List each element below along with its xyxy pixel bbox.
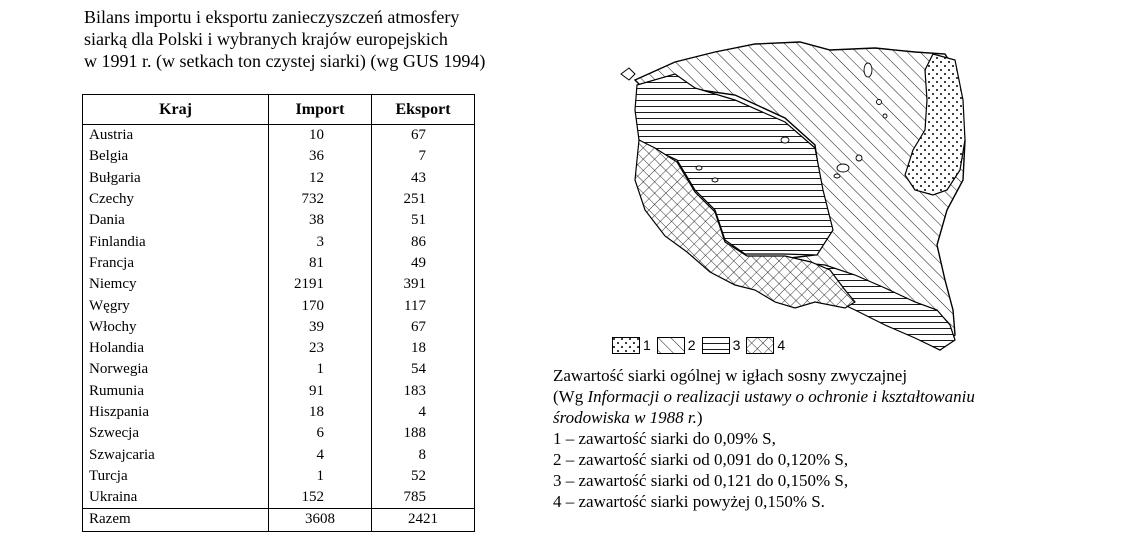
cell-export: 49 [372,253,475,274]
table-row [83,189,475,210]
cell-import: 81 [269,253,372,274]
table-row [83,210,475,231]
caption-line-1: Zawartość siarki ogólnej w igłach sosny zwyczajnej [553,366,908,385]
cell-import: 38 [269,210,372,231]
cell-import: 6 [269,423,372,444]
table-row [83,381,475,402]
caption-item-2: 2 – zawartość siarki od 0,091 do 0,120% S, [553,450,849,469]
map-caption [553,365,1113,512]
caption-item-1: 1 – zawartość siarki do 0,09% S, [553,429,776,448]
cell-country: Finlandia [83,231,269,252]
document-title [84,6,564,72]
sulfur-balance-table [82,94,475,532]
cell-country: Norwegia [83,359,269,380]
cell-export: 54 [372,359,475,380]
map-svg [615,40,975,355]
cell-import: 152 [269,487,372,509]
cell-import: 10 [269,125,372,147]
table-row [83,317,475,338]
caption-source-suffix: ) [696,408,703,427]
cell-export: 251 [372,189,475,210]
cell-country: Niemcy [83,274,269,295]
table-row [83,274,475,295]
cell-import: 1 [269,466,372,487]
caption-item-4: 4 – zawartość siarki powyżej 0,150% S. [553,492,825,511]
header-country: Kraj [83,95,269,125]
cell-export: 7 [372,146,475,167]
cell-country: Rumunia [83,381,269,402]
caption-line-2 [553,386,1113,407]
caption-source-prefix: (Wg [553,387,588,406]
legend-item-4 [746,337,785,354]
table-row [83,295,475,316]
legend-label: 3 [732,337,741,353]
cell-country: Węgry [83,295,269,316]
title-line-1: Bilans importu i eksportu zanieczyszczeń atmosfery [84,7,460,27]
poland-sulfur-map [615,40,975,355]
table-row [83,359,475,380]
cell-import: 2191 [269,274,372,295]
cell-import: 732 [269,189,372,210]
table-header-row [83,95,475,125]
legend-label: 1 [643,337,651,353]
cell-country: Belgia [83,146,269,167]
legend-item-2 [657,337,696,354]
cell-country: Ukraina [83,487,269,509]
table-row [83,146,475,167]
title-line-2: siarką dla Polski i wybranych krajów europejskich [84,29,448,49]
cell-country: Austria [83,125,269,147]
legend-swatch-horizontal [702,337,730,354]
cell-country: Turcja [83,466,269,487]
cell-total-export: 2421 [372,509,475,531]
cell-export: 4 [372,402,475,423]
table-row [83,444,475,465]
cell-country: Włochy [83,317,269,338]
legend-item-3 [702,337,741,354]
cell-export: 18 [372,338,475,359]
table-row [83,168,475,189]
cell-import: 39 [269,317,372,338]
legend-label: 2 [687,337,696,353]
cell-import: 4 [269,444,372,465]
table-total-row [83,509,475,531]
cell-country: Francja [83,253,269,274]
caption-line-3 [553,407,1113,428]
cell-export: 86 [372,231,475,252]
cell-country: Bułgaria [83,168,269,189]
cell-country: Holandia [83,338,269,359]
cell-total-label: Razem [83,509,269,531]
cell-import: 1 [269,359,372,380]
cell-import: 91 [269,381,372,402]
cell-export: 117 [372,295,475,316]
cell-import: 36 [269,146,372,167]
legend-item-1 [612,337,651,354]
table-body [83,125,475,532]
table-row [83,487,475,509]
cell-export: 188 [372,423,475,444]
legend-swatch-diagonal [657,337,685,354]
caption-source-title-1: Informacji o realizacji ustawy o ochronie i kształtowaniu [587,387,975,406]
cell-export: 67 [372,125,475,147]
header-import: Import [269,95,372,125]
cell-export: 8 [372,444,475,465]
cell-export: 183 [372,381,475,402]
cell-country: Szwecja [83,423,269,444]
cell-country: Czechy [83,189,269,210]
map-coast-spit [621,68,635,80]
table-row [83,231,475,252]
caption-item-3: 3 – zawartość siarki od 0,121 do 0,150% S, [553,471,849,490]
table-row [83,338,475,359]
table-row [83,402,475,423]
table-row [83,466,475,487]
table-row [83,253,475,274]
cell-import: 170 [269,295,372,316]
cell-country: Dania [83,210,269,231]
cell-import: 18 [269,402,372,423]
cell-country: Hiszpania [83,402,269,423]
cell-export: 51 [372,210,475,231]
cell-export: 391 [372,274,475,295]
legend-label: 4 [777,337,786,353]
table-row [83,125,475,147]
cell-total-import: 3608 [269,509,372,531]
title-line-3: w 1991 r. (w setkach ton czystej siarki) (wg GUS 1994) [84,51,486,71]
cell-import: 3 [269,231,372,252]
cell-export: 43 [372,168,475,189]
legend-swatch-dots [612,337,640,354]
header-export: Eksport [372,95,475,125]
map-legend [612,335,791,355]
table-row [83,423,475,444]
legend-swatch-crosshatch [746,337,774,354]
cell-export: 52 [372,466,475,487]
cell-import: 23 [269,338,372,359]
cell-country: Szwajcaria [83,444,269,465]
cell-export: 67 [372,317,475,338]
cell-import: 12 [269,168,372,189]
cell-export: 785 [372,487,475,509]
caption-source-title-2: środowiska w 1988 r. [553,408,697,427]
